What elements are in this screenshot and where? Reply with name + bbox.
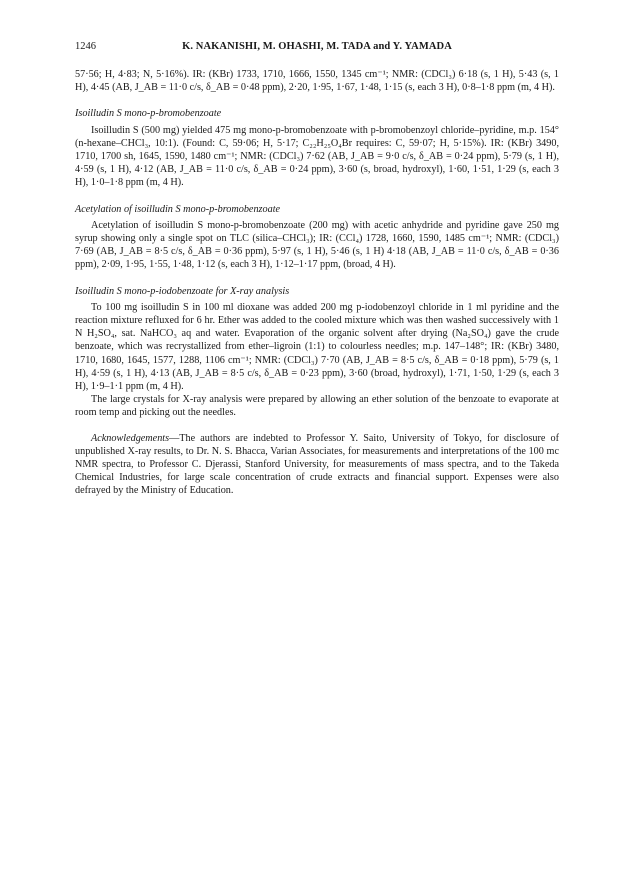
journal-page [75, 40, 559, 498]
acknowledgements-label: Acknowledgements [91, 432, 170, 444]
section-title-iodobenzoate: Isoilludin S mono-p-iodobenzoate for X-ray analysis [75, 285, 290, 297]
section-title-acetylation: Acetylation of isoilludin S mono-p-bromobenzoate [75, 203, 281, 215]
section-paragraph-acetylation: Acetylation of isoilludin S mono-p-bromobenzoate (200 mg) with acetic anhydride and pyridine gave 250 mg syrup showing only a single spot on TLC (silica–CHCl₃); IR: (CCl₄) 1728, 1660, 1590, 1485 cm⁻¹; NMR: (CDCl₃) 7·69 (AB, J_AB = 8·5 c/s, δ_AB = 0·36 ppm), 5·97 (s, 1 H), 5·46 (s, 1 H) 4·18 (AB, J_AB = 11·0 c/s, δ_AB = 0·36 ppm), 2·09, 1·95, 1·55, 1·48, 1·12 (s, each 3 H), 1·12–1·17 ppm, (broad, 4 H). [75, 219, 559, 271]
section-paragraph-iodobenzoate: To 100 mg isoilludin S in 100 ml dioxane was added 200 mg p-iodobenzoyl chloride in 1 ml pyridine and the reaction mixture refluxed for 6 hr. Ether was added to the cooled mixture which was then washed successively with 1 N H₂SO₄, sat. NaHCO₃ aq and water. Evaporation of the organic solvent after drying (Na₂SO₄) gave the crude benzoate, which was recrystallized from ether–ligroin (1:1) to colourless needles; m.p. 147–148°; IR: (KBr) 3480, 1710, 1680, 1645, 1577, 1288, 1106 cm⁻¹; NMR: (CDCl₃) 7·70 (AB, J_AB = 8·5 c/s, δ_AB = 0·18 ppm), 5·79 (s, 1 H), 4·59 (s, 1 H), 4·13 (AB, J_AB = 8·5 c/s, δ_AB = 0·23 ppm), 3·60 (broad, hydroxyl), 1·71, 1·50, 1·29 (s, each 3 H), 1·9–1·1 ppm (m, 4 H). [75, 301, 559, 393]
acknowledgements-paragraph [75, 432, 559, 498]
running-head: K. NAKANISHI, M. OHASHI, M. TADA and Y. YAMADA [182, 41, 452, 52]
section-title-bromobenzoate: Isoilludin S mono-p-bromobenzoate [75, 108, 222, 120]
acknowledgements-text: —The authors are indebted to Professor Y. Saito, University of Tokyo, for disclosure of unpublished X-ray results, to Dr. N. S. Bhacca, Varian Associates, for measurements and interpretations of the 100 mc NMR spectra, to Professor C. Djerassi, Stanford University, for measurements of mass spectra, and to the Takeda Chemical Industries, for large scale concentration of crude extracts and financial support. Expenses were also defrayed by the Ministry of Education. [75, 432, 559, 497]
page-header [75, 40, 559, 54]
section-paragraph-bromobenzoate: Isoilludin S (500 mg) yielded 475 mg mono-p-bromobenzoate with p-bromobenzoyl chloride–pyridine, m.p. 154° (n-hexane–CHCl₃, 10:1). (Found: C, 59·06; H, 5·17; C₂₂H₂₅O₄Br requires: C, 59·07; H, 5·15%). IR: (KBr) 3490, 1710, 1700 sh, 1645, 1590, 1480 cm⁻¹; NMR: (CDCl₃) 7·62 (AB, J_AB = 9·0 c/s, δ_AB = 0·24 ppm), 5·79 (s, 1 H), 4·59 (s, 1 H), 4·12 (AB, J_AB = 11·0 c/s, δ_AB = 0·24 ppm), 3·60 (s, broad, hydroxyl), 1·60, 1·51, 1·29 (s, each 3 H), 1·0–1·8 ppm (m, 4 H). [75, 124, 559, 189]
section-paragraph-crystals: The large crystals for X-ray analysis were prepared by allowing an ether solution of the benzoate to evaporate at room temp and picking out the needles. [75, 394, 559, 419]
page-number: 1246 [75, 41, 96, 52]
intro-paragraph: 57·56; H, 4·83; N, 5·16%). IR: (KBr) 1733, 1710, 1666, 1550, 1345 cm⁻¹; NMR: (CDCl₃) 6·18 (s, 1 H), 5·43 (s, 1 H), 4·45 (AB, J_AB = 11·0 c/s, δ_AB = 0·48 ppm), 2·20, 1·95, 1·67, 1·48, 1·15 (s, each 3 H), 0·8–1·8 ppm (m, 4 H). [75, 69, 559, 94]
